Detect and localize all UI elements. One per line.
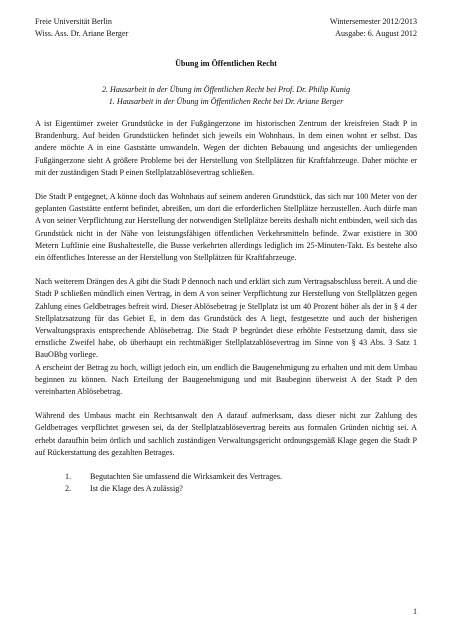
question-text: Begutachten Sie umfassend die Wirksamkeit des Vertrages.: [90, 472, 283, 482]
header-left: [35, 16, 128, 40]
subtitles: [0, 84, 452, 108]
university-name: Freie Universität Berlin: [35, 17, 112, 26]
subtitle-1: 2. Hausarbeit in der Übung im Öffentlichen Recht bei Prof. Dr. Philip Kunig: [101, 85, 351, 94]
paragraph-4: A erscheint der Betrag zu hoch, willigt jedoch ein, um endlich die Baugenehmigung zu erhalten und mit dem Umbau beginnen zu können. Nach Erteilung der Baugenehmigung und mit Baubeginn überweist A der Stadt P den vereinbarten Ablösebetrag.: [35, 362, 417, 397]
paragraph-1: A ist Eigentümer zweier Grundstücke in der Fußgängerzone im historischen Zentrum der kreisfreien Stadt P in Brandenburg. Auf beiden Grundstücken befindet sich jeweils ein Wohnhaus. In dem einen wohnt er selbst. Das andere möchte A in eine Gaststätte umwandeln. Wegen der dichten Bebauung und angesichts der umliegenden Fußgängerzone sieht A größere Probleme bei der Herstellung von Stellplätzen für Kraftfahrzeuge. Daher möchte er mit der zuständigen Stadt P einen Stellplatzablösevertrag schließen.: [35, 119, 417, 177]
semester: Wintersemester 2012/2013: [329, 17, 417, 26]
page-number: 1: [412, 607, 417, 616]
header-right: [330, 16, 417, 40]
paragraph-3: Nach weiterem Drängen des A gibt die Stadt P dennoch nach und erklärt sich zum Vertragsabschluss bereit. A und die Stadt P schließen mündlich einen Vertrag, in dem A von seiner Verpflichtung zur Herstellung von Stellplätzen gegen Zahlung eines Geldbetrages befreit wird. Dieser Ablösebetrag je Stellplatz ist um 40 Prozent höher als der in § 4 der Stellplatzsatzung für das Gebiet E, in dem das Grundstück des A liegt, festgesetzte und auch der bisherigen Verwaltungspraxis entsprechende Ablösebetrag. Die Stadt P begründet diese erhöhte Festsetzung damit, dass sie ernstliche Zweifel habe, ob überhaupt ein rechtmäßiger Stellplatzablösevertrag im Sinne von § 43 Abs. 3 Satz 1 BauOBbg vorliege.: [35, 277, 417, 360]
question-text: Ist die Klage des A zulässig?: [90, 484, 183, 494]
document-body: [35, 118, 417, 495]
question-item: [35, 483, 417, 495]
question-list: [35, 471, 417, 495]
document-title: Übung im Öffentlichen Recht: [175, 59, 277, 68]
author-name: Wiss. Ass. Dr. Ariane Berger: [35, 29, 129, 39]
question-number: 2.: [65, 484, 72, 494]
paragraph-2: Die Stadt P entgegnet, A könne doch das Wohnhaus auf seinem anderen Grundstück, das sich nur 100 Meter von der geplanten Gaststätte entfernt befindet, abreißen, um dort die erforderlichen Stellplätze herzustellen. Auch dürfe man A von seiner Verpflichtung zur Herstellung der notwendigen Stellplätze bereits deshalb nicht entbinden, weil sich das Grundstück nicht in der Nähe von leistungsfähigen öffentlichen Verkehrsmitteln befinde. Zwar existiere in 300 Metern Luftlinie eine Bushaltestelle, die Busse verkehrten allerdings lediglich im 25-Minuten-Takt. Es bestehe also ein öffentliches Interesse an der Herstellung von Stellplätzen für Kraftfahrzeuge.: [35, 192, 417, 263]
question-item: [35, 471, 417, 483]
paragraph-5: Während des Umbaus macht ein Rechtsanwalt den A darauf aufmerksam, dass dieser nicht zur Zahlung des Geldbetrages verpflichtet gewesen sei, da der Stellplatzablösevertrag bereits aus formalen Gründen nichtig sei. A erhebt daraufhin beim örtlich und sachlich zuständigen Verwaltungsgericht ordnungsgemäß Klage gegen die Stadt P auf Rückerstattung des gezahlten Betrages.: [35, 411, 417, 457]
issue-date: Ausgabe: 6. August 2012: [335, 29, 417, 39]
question-number: 1.: [65, 472, 72, 482]
subtitle-2: 1. Hausarbeit in der Übung im Öffentlichen Recht bei Dr. Ariane Berger: [108, 97, 344, 107]
